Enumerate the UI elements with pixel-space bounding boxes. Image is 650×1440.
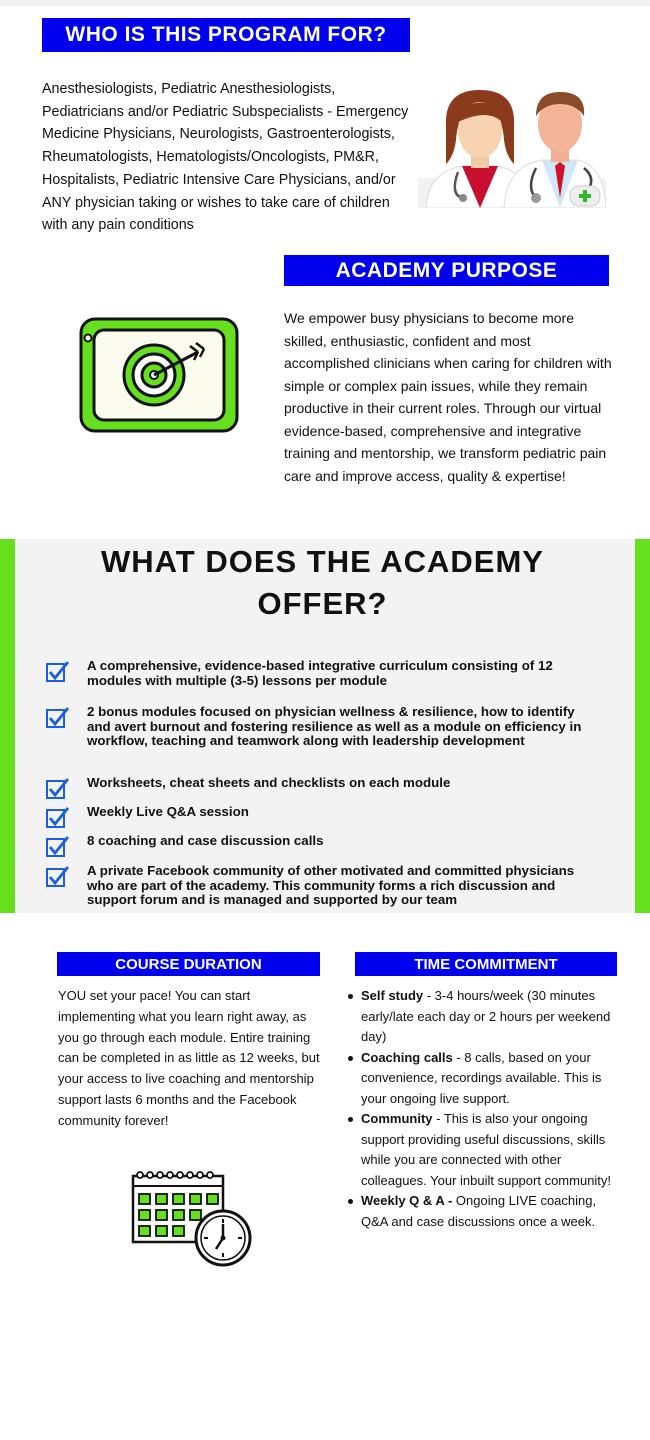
offer-item-text: 2 bonus modules focused on physician wellness & resilience, how to identify and avert burnout and fostering resilience as well as a module on efficiency in workflow, teaching and teamwork along with leadership development: [87, 704, 582, 748]
commitment-label: Community: [361, 1111, 433, 1126]
offer-item-text: Weekly Live Q&A session: [87, 804, 249, 819]
commitment-label: Weekly Q & A -: [361, 1193, 453, 1208]
offer-section-title: WHAT DOES THE ACADEMY OFFER?: [101, 544, 544, 621]
list-item: [348, 1109, 618, 1191]
who-section-title: WHO IS THIS PROGRAM FOR?: [42, 18, 410, 52]
check-icon: [46, 660, 70, 684]
commitment-label: Self study: [361, 988, 424, 1003]
commitment-text: Ongoing LIVE coaching, Q&A and case discussions once a week.: [361, 1193, 597, 1229]
bullet-icon: [348, 994, 353, 999]
check-icon: [46, 806, 70, 830]
commitment-text: - 3-4 hours/week (30 minutes early/late each day or 2 hours per weekend day): [361, 988, 611, 1044]
bullet-icon: [348, 1199, 353, 1204]
commitment-text: - 8 calls, based on your convenience, recordings available. This is your ongoing live support.: [361, 1049, 602, 1106]
offer-item-text: 8 coaching and case discussion calls: [87, 833, 324, 848]
offer-left-accent: [0, 539, 15, 913]
top-band: [0, 0, 650, 6]
doctors-icon: [418, 86, 606, 208]
calendar-clock-icon: [130, 1170, 255, 1268]
check-icon: [46, 835, 70, 859]
purpose-section-body: We empower busy physicians to become more skilled, enthusiastic, confident and most accomplished clinicians when caring for children with simple or complex pain issues, while they remain productive in their current roles. Through our virtual evidence-based, comprehensive and integrative training and mentorship, we transform pediatric pain care and improve access, quality & expertise!: [284, 310, 612, 484]
check-icon: [46, 777, 70, 801]
offer-item-text: A comprehensive, evidence-based integrative curriculum consisting of 12 modules with multiple (3-5) lessons per module: [87, 658, 553, 688]
duration-section-body: YOU set your pace! You can start implementing what you learn right away, as you go through each module. Entire training can be completed in as little as 12 weeks, but your access to live coaching and mentorship support lasts 6 months and the Facebook community forever!: [58, 988, 320, 1128]
bullet-icon: [348, 1117, 353, 1122]
list-item: [348, 986, 618, 1048]
commitment-text: - This is also your ongoing support providing useful discussions, skills while you are connected with other colleagues. Your inbuilt support community!: [361, 1111, 612, 1188]
offer-right-accent: [635, 539, 650, 913]
check-icon: [46, 865, 70, 889]
list-item: [348, 1048, 618, 1110]
commitment-list: [348, 986, 618, 1232]
check-icon: [46, 706, 70, 730]
purpose-section-title: ACADEMY PURPOSE: [284, 255, 609, 286]
duration-section-title: COURSE DURATION: [57, 952, 320, 976]
bullet-icon: [348, 1056, 353, 1061]
who-section-body: Anesthesiologists, Pediatric Anesthesiologists, Pediatricians and/or Pediatric Subspecialists - Emergency Medicine Physicians, Neurologists, Gastroenterologists, Rheumatologists, Hematologists/Oncologists, PM&R, Hospitalists, Pediatric Intensive Care Physicians, and/or ANY physician taking or wishes to take care of children with any pain conditions: [42, 81, 409, 234]
offer-item-text: Worksheets, cheat sheets and checklists on each module: [87, 775, 451, 790]
offer-item-text: A private Facebook community of other motivated and committed physicians who are part of the academy. This community forms a rich discussion and support forum and is managed and supported by our team: [87, 863, 575, 907]
commitment-section-title: TIME COMMITMENT: [355, 952, 617, 976]
list-item: [348, 1191, 618, 1232]
target-icon: [78, 316, 240, 434]
commitment-label: Coaching calls: [361, 1049, 453, 1065]
